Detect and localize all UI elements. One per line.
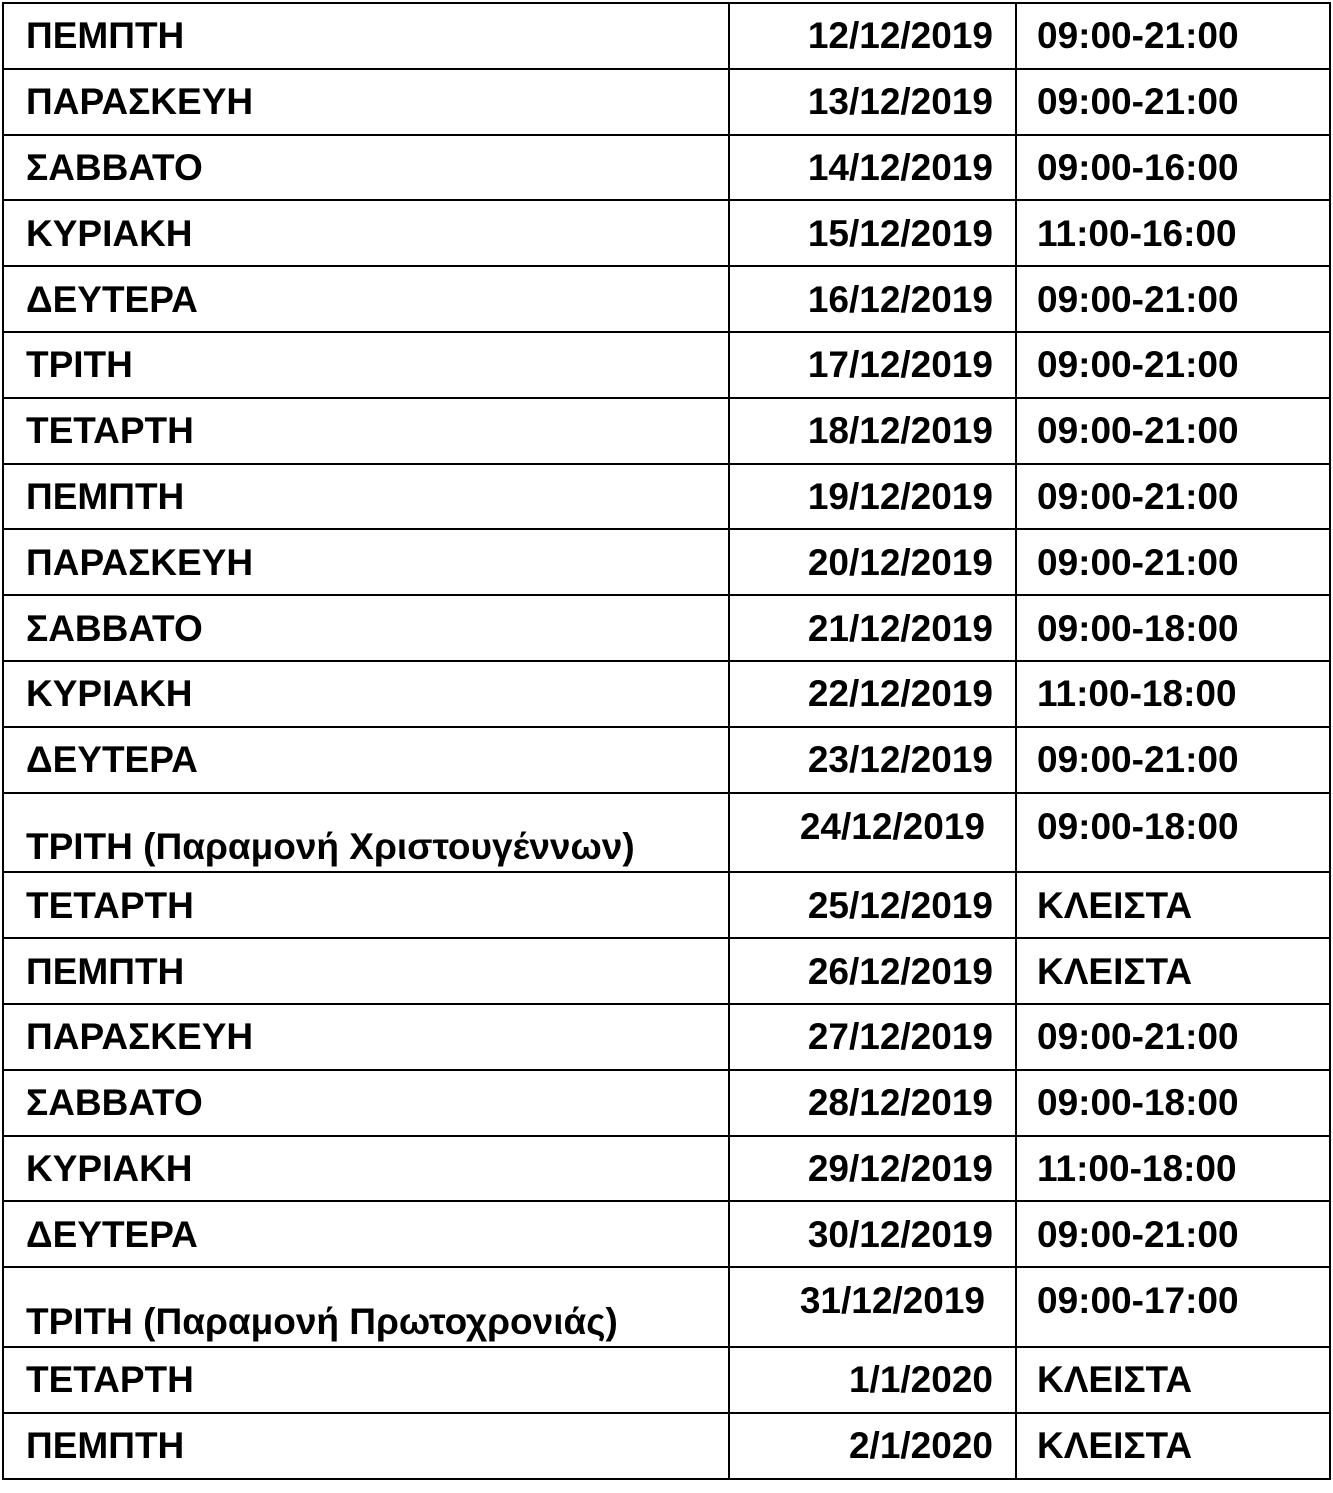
day-cell: ΠΕΜΠΤΗ (3, 464, 729, 530)
day-cell: ΚΥΡΙΑΚΗ (3, 1136, 729, 1202)
table-row (3, 266, 1330, 332)
hours-cell: 09:00-21:00 (1016, 3, 1330, 69)
date-cell: 23/12/2019 (729, 727, 1016, 793)
day-cell: ΔΕΥΤΕΡΑ (3, 1201, 729, 1267)
hours-cell: ΚΛΕΙΣΤΑ (1016, 1347, 1330, 1413)
date-cell: 14/12/2019 (729, 135, 1016, 201)
date-cell: 27/12/2019 (729, 1004, 1016, 1070)
date-cell: 28/12/2019 (729, 1070, 1016, 1136)
day-cell: ΤΕΤΑΡΤΗ (3, 872, 729, 938)
table-row (3, 135, 1330, 201)
day-cell: ΠΕΜΠΤΗ (3, 3, 729, 69)
table-row (3, 872, 1330, 938)
day-cell: ΠΑΡΑΣΚΕΥΗ (3, 529, 729, 595)
table-row (3, 1413, 1330, 1479)
date-cell: 21/12/2019 (729, 595, 1016, 661)
hours-cell: 09:00-21:00 (1016, 1004, 1330, 1070)
day-cell: ΚΥΡΙΑΚΗ (3, 200, 729, 266)
date-cell: 19/12/2019 (729, 464, 1016, 530)
hours-cell: 09:00-18:00 (1016, 595, 1330, 661)
day-cell: ΠΑΡΑΣΚΕΥΗ (3, 69, 729, 135)
date-cell: 24/12/2019 (729, 793, 1016, 873)
table-row (3, 1136, 1330, 1202)
table-row (3, 332, 1330, 398)
hours-cell: 09:00-21:00 (1016, 266, 1330, 332)
day-cell: ΣΑΒΒΑΤΟ (3, 1070, 729, 1136)
hours-cell: 11:00-16:00 (1016, 200, 1330, 266)
hours-cell: 09:00-21:00 (1016, 332, 1330, 398)
date-cell: 18/12/2019 (729, 398, 1016, 464)
day-cell: ΤΡΙΤΗ (Παραμονή Χριστουγέννων) (3, 793, 729, 873)
date-cell: 15/12/2019 (729, 200, 1016, 266)
hours-cell: 09:00-16:00 (1016, 135, 1330, 201)
date-cell: 17/12/2019 (729, 332, 1016, 398)
table-row (3, 464, 1330, 530)
table-row (3, 69, 1330, 135)
date-cell: 1/1/2020 (729, 1347, 1016, 1413)
hours-cell: 09:00-17:00 (1016, 1267, 1330, 1347)
date-cell: 30/12/2019 (729, 1201, 1016, 1267)
date-cell: 22/12/2019 (729, 661, 1016, 727)
date-cell: 2/1/2020 (729, 1413, 1016, 1479)
day-cell: ΔΕΥΤΕΡΑ (3, 266, 729, 332)
hours-cell: 09:00-21:00 (1016, 398, 1330, 464)
hours-cell: ΚΛΕΙΣΤΑ (1016, 938, 1330, 1004)
hours-cell: 09:00-21:00 (1016, 1201, 1330, 1267)
hours-cell: ΚΛΕΙΣΤΑ (1016, 1413, 1330, 1479)
date-cell: 31/12/2019 (729, 1267, 1016, 1347)
date-cell: 12/12/2019 (729, 3, 1016, 69)
date-cell: 25/12/2019 (729, 872, 1016, 938)
table-row (3, 529, 1330, 595)
day-cell: ΠΑΡΑΣΚΕΥΗ (3, 1004, 729, 1070)
day-cell: ΤΕΤΑΡΤΗ (3, 398, 729, 464)
table-row (3, 200, 1330, 266)
day-cell: ΔΕΥΤΕΡΑ (3, 727, 729, 793)
hours-cell: 11:00-18:00 (1016, 661, 1330, 727)
date-cell: 20/12/2019 (729, 529, 1016, 595)
date-cell: 26/12/2019 (729, 938, 1016, 1004)
table-row-christmas-eve (3, 793, 1330, 873)
day-cell: ΤΡΙΤΗ (3, 332, 729, 398)
hours-cell: 09:00-21:00 (1016, 727, 1330, 793)
table-row-new-years-eve (3, 1267, 1330, 1347)
day-cell: ΣΑΒΒΑΤΟ (3, 595, 729, 661)
opening-hours-table (2, 2, 1331, 1480)
hours-cell: 09:00-21:00 (1016, 69, 1330, 135)
table-row (3, 1004, 1330, 1070)
day-cell: ΠΕΜΠΤΗ (3, 938, 729, 1004)
day-cell: ΠΕΜΠΤΗ (3, 1413, 729, 1479)
table-row (3, 1347, 1330, 1413)
table-row (3, 938, 1330, 1004)
table-row (3, 727, 1330, 793)
hours-cell: 09:00-21:00 (1016, 529, 1330, 595)
hours-cell: 11:00-18:00 (1016, 1136, 1330, 1202)
day-cell: ΤΡΙΤΗ (Παραμονή Πρωτοχρονιάς) (3, 1267, 729, 1347)
table-row (3, 595, 1330, 661)
hours-cell: ΚΛΕΙΣΤΑ (1016, 872, 1330, 938)
day-cell: ΚΥΡΙΑΚΗ (3, 661, 729, 727)
table-row (3, 398, 1330, 464)
hours-cell: 09:00-18:00 (1016, 793, 1330, 873)
hours-cell: 09:00-21:00 (1016, 464, 1330, 530)
day-cell: ΤΕΤΑΡΤΗ (3, 1347, 729, 1413)
table-row (3, 661, 1330, 727)
date-cell: 13/12/2019 (729, 69, 1016, 135)
hours-cell: 09:00-18:00 (1016, 1070, 1330, 1136)
date-cell: 16/12/2019 (729, 266, 1016, 332)
date-cell: 29/12/2019 (729, 1136, 1016, 1202)
table-row (3, 1201, 1330, 1267)
day-cell: ΣΑΒΒΑΤΟ (3, 135, 729, 201)
table-row (3, 3, 1330, 69)
table-row (3, 1070, 1330, 1136)
